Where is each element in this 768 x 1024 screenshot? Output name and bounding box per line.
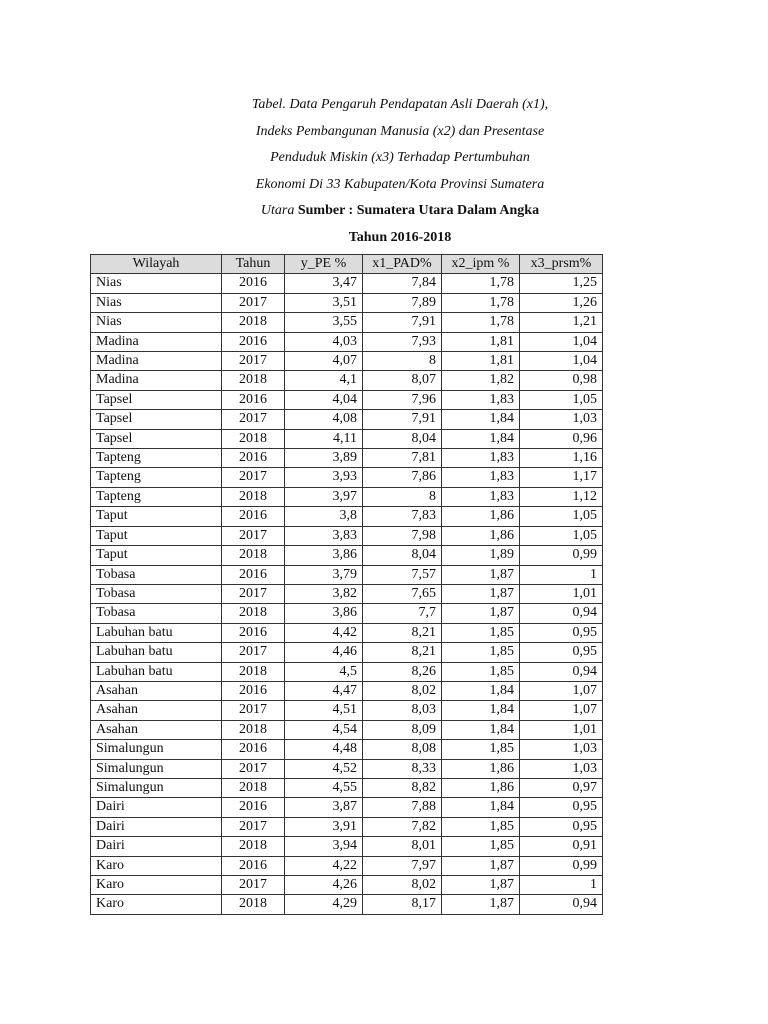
cell-y-pe: 3,55 xyxy=(285,313,363,332)
cell-tahun: 2017 xyxy=(222,701,285,720)
cell-tahun: 2016 xyxy=(222,274,285,293)
cell-wilayah: Taput xyxy=(91,507,222,526)
cell-x2-ipm: 1,85 xyxy=(442,837,520,856)
cell-x1-pad: 8,02 xyxy=(363,876,442,895)
cell-wilayah: Tobasa xyxy=(91,584,222,603)
table-row xyxy=(91,817,603,836)
cell-x3-prsm: 1,21 xyxy=(520,313,603,332)
cell-tahun: 2016 xyxy=(222,798,285,817)
cell-x3-prsm: 1 xyxy=(520,876,603,895)
cell-x3-prsm: 1,26 xyxy=(520,293,603,312)
table-row xyxy=(91,313,603,332)
cell-x2-ipm: 1,83 xyxy=(442,468,520,487)
column-header-x3-prsm: x3_prsm% xyxy=(520,255,603,274)
table-row xyxy=(91,740,603,759)
cell-x3-prsm: 0,94 xyxy=(520,604,603,623)
cell-y-pe: 4,29 xyxy=(285,895,363,914)
table-row xyxy=(91,701,603,720)
table-row xyxy=(91,623,603,642)
table-row xyxy=(91,410,603,429)
cell-x3-prsm: 1,04 xyxy=(520,332,603,351)
table-row xyxy=(91,293,603,312)
cell-x1-pad: 7,7 xyxy=(363,604,442,623)
cell-wilayah: Taput xyxy=(91,526,222,545)
cell-wilayah: Asahan xyxy=(91,720,222,739)
cell-x2-ipm: 1,83 xyxy=(442,487,520,506)
cell-x3-prsm: 0,94 xyxy=(520,895,603,914)
cell-y-pe: 4,11 xyxy=(285,429,363,448)
cell-wilayah: Tapsel xyxy=(91,429,222,448)
cell-y-pe: 4,47 xyxy=(285,681,363,700)
cell-x1-pad: 7,91 xyxy=(363,410,442,429)
cell-wilayah: Dairi xyxy=(91,798,222,817)
cell-x1-pad: 8,17 xyxy=(363,895,442,914)
cell-x2-ipm: 1,84 xyxy=(442,798,520,817)
cell-x3-prsm: 1,17 xyxy=(520,468,603,487)
cell-y-pe: 4,46 xyxy=(285,643,363,662)
cell-wilayah: Nias xyxy=(91,293,222,312)
cell-tahun: 2017 xyxy=(222,352,285,371)
cell-x2-ipm: 1,87 xyxy=(442,604,520,623)
caption-year-range: Tahun 2016-2018 xyxy=(348,229,452,245)
cell-x2-ipm: 1,78 xyxy=(442,313,520,332)
cell-x3-prsm: 1,05 xyxy=(520,507,603,526)
table-row xyxy=(91,662,603,681)
cell-tahun: 2017 xyxy=(222,759,285,778)
cell-x1-pad: 7,57 xyxy=(363,565,442,584)
cell-wilayah: Tapteng xyxy=(91,449,222,468)
cell-y-pe: 3,86 xyxy=(285,546,363,565)
cell-wilayah: Taput xyxy=(91,546,222,565)
cell-x2-ipm: 1,89 xyxy=(442,546,520,565)
cell-tahun: 2017 xyxy=(222,526,285,545)
cell-wilayah: Tapteng xyxy=(91,468,222,487)
cell-y-pe: 4,48 xyxy=(285,740,363,759)
cell-x3-prsm: 0,94 xyxy=(520,662,603,681)
cell-x2-ipm: 1,85 xyxy=(442,740,520,759)
cell-x2-ipm: 1,86 xyxy=(442,759,520,778)
cell-x3-prsm: 0,95 xyxy=(520,643,603,662)
cell-x3-prsm: 1,03 xyxy=(520,410,603,429)
cell-x2-ipm: 1,84 xyxy=(442,681,520,700)
cell-x1-pad: 8 xyxy=(363,487,442,506)
cell-y-pe: 4,54 xyxy=(285,720,363,739)
cell-tahun: 2017 xyxy=(222,293,285,312)
cell-y-pe: 4,03 xyxy=(285,332,363,351)
cell-x2-ipm: 1,86 xyxy=(442,778,520,797)
table-row xyxy=(91,487,603,506)
cell-x2-ipm: 1,87 xyxy=(442,856,520,875)
cell-tahun: 2017 xyxy=(222,468,285,487)
cell-x2-ipm: 1,85 xyxy=(442,623,520,642)
cell-wilayah: Asahan xyxy=(91,701,222,720)
cell-x3-prsm: 1,25 xyxy=(520,274,603,293)
cell-wilayah: Simalungun xyxy=(91,759,222,778)
cell-x1-pad: 7,98 xyxy=(363,526,442,545)
cell-x1-pad: 8,01 xyxy=(363,837,442,856)
column-header-wilayah: Wilayah xyxy=(91,255,222,274)
cell-x2-ipm: 1,84 xyxy=(442,720,520,739)
table-row xyxy=(91,429,603,448)
cell-tahun: 2018 xyxy=(222,778,285,797)
caption-line: Penduduk Miskin (x3) Terhadap Pertumbuhan xyxy=(270,150,530,165)
cell-wilayah: Tapsel xyxy=(91,410,222,429)
cell-tahun: 2016 xyxy=(222,856,285,875)
cell-x2-ipm: 1,81 xyxy=(442,332,520,351)
column-header-x2-ipm: x2_ipm % xyxy=(442,255,520,274)
cell-x1-pad: 8,21 xyxy=(363,623,442,642)
cell-x3-prsm: 1,05 xyxy=(520,390,603,409)
table-row xyxy=(91,526,603,545)
cell-x3-prsm: 0,97 xyxy=(520,778,603,797)
cell-tahun: 2017 xyxy=(222,817,285,836)
cell-wilayah: Labuhan batu xyxy=(91,623,222,642)
cell-y-pe: 4,07 xyxy=(285,352,363,371)
cell-tahun: 2016 xyxy=(222,740,285,759)
table-row xyxy=(91,449,603,468)
cell-x1-pad: 7,83 xyxy=(363,507,442,526)
cell-wilayah: Simalungun xyxy=(91,778,222,797)
table-caption xyxy=(150,92,650,251)
table-row xyxy=(91,778,603,797)
cell-x1-pad: 8,09 xyxy=(363,720,442,739)
cell-y-pe: 3,87 xyxy=(285,798,363,817)
cell-x2-ipm: 1,87 xyxy=(442,876,520,895)
caption-line: Indeks Pembangunan Manusia (x2) dan Presentase xyxy=(255,123,545,139)
cell-x1-pad: 8,21 xyxy=(363,643,442,662)
cell-y-pe: 3,97 xyxy=(285,487,363,506)
table-row xyxy=(91,546,603,565)
cell-tahun: 2018 xyxy=(222,720,285,739)
cell-x3-prsm: 1,16 xyxy=(520,449,603,468)
cell-x1-pad: 8,33 xyxy=(363,759,442,778)
cell-y-pe: 4,55 xyxy=(285,778,363,797)
cell-x3-prsm: 1,12 xyxy=(520,487,603,506)
cell-y-pe: 4,04 xyxy=(285,390,363,409)
caption-line: Tabel. Data Pengaruh Pendapatan Asli Daerah (x1), xyxy=(251,97,549,112)
cell-x2-ipm: 1,78 xyxy=(442,274,520,293)
cell-tahun: 2016 xyxy=(222,449,285,468)
cell-x1-pad: 8 xyxy=(363,352,442,371)
cell-tahun: 2016 xyxy=(222,390,285,409)
cell-wilayah: Tobasa xyxy=(91,604,222,623)
cell-x2-ipm: 1,81 xyxy=(442,352,520,371)
cell-tahun: 2016 xyxy=(222,681,285,700)
cell-x3-prsm: 1,07 xyxy=(520,681,603,700)
cell-tahun: 2017 xyxy=(222,584,285,603)
cell-wilayah: Madina xyxy=(91,332,222,351)
cell-x1-pad: 7,91 xyxy=(363,313,442,332)
cell-x3-prsm: 1,04 xyxy=(520,352,603,371)
cell-tahun: 2017 xyxy=(222,410,285,429)
cell-x1-pad: 7,93 xyxy=(363,332,442,351)
cell-tahun: 2018 xyxy=(222,546,285,565)
cell-tahun: 2018 xyxy=(222,371,285,390)
cell-tahun: 2018 xyxy=(222,429,285,448)
cell-x2-ipm: 1,87 xyxy=(442,565,520,584)
cell-x3-prsm: 1,05 xyxy=(520,526,603,545)
column-header-x1-pad: x1_PAD% xyxy=(363,255,442,274)
cell-y-pe: 3,93 xyxy=(285,468,363,487)
cell-x1-pad: 8,82 xyxy=(363,778,442,797)
table-row xyxy=(91,681,603,700)
cell-y-pe: 3,79 xyxy=(285,565,363,584)
cell-x1-pad: 7,82 xyxy=(363,817,442,836)
cell-x3-prsm: 0,99 xyxy=(520,856,603,875)
cell-x1-pad: 7,84 xyxy=(363,274,442,293)
caption-source-text: Sumber : Sumatera Utara Dalam Angka xyxy=(297,203,540,218)
cell-y-pe: 3,91 xyxy=(285,817,363,836)
cell-x2-ipm: 1,83 xyxy=(442,449,520,468)
cell-x2-ipm: 1,84 xyxy=(442,701,520,720)
cell-y-pe: 4,26 xyxy=(285,876,363,895)
table-row xyxy=(91,643,603,662)
cell-x2-ipm: 1,85 xyxy=(442,643,520,662)
table-row xyxy=(91,798,603,817)
cell-wilayah: Labuhan batu xyxy=(91,643,222,662)
cell-x1-pad: 7,65 xyxy=(363,584,442,603)
cell-wilayah: Nias xyxy=(91,313,222,332)
cell-x3-prsm: 1,01 xyxy=(520,720,603,739)
cell-x1-pad: 8,08 xyxy=(363,740,442,759)
cell-x2-ipm: 1,82 xyxy=(442,371,520,390)
cell-wilayah: Madina xyxy=(91,352,222,371)
cell-x2-ipm: 1,85 xyxy=(442,817,520,836)
cell-x3-prsm: 1,03 xyxy=(520,759,603,778)
cell-y-pe: 4,52 xyxy=(285,759,363,778)
table-row xyxy=(91,604,603,623)
cell-y-pe: 4,22 xyxy=(285,856,363,875)
cell-y-pe: 4,1 xyxy=(285,371,363,390)
table-body xyxy=(91,274,603,914)
cell-y-pe: 3,82 xyxy=(285,584,363,603)
cell-wilayah: Karo xyxy=(91,895,222,914)
cell-tahun: 2018 xyxy=(222,895,285,914)
cell-x3-prsm: 0,95 xyxy=(520,817,603,836)
table-row xyxy=(91,856,603,875)
cell-x2-ipm: 1,85 xyxy=(442,662,520,681)
cell-x2-ipm: 1,86 xyxy=(442,526,520,545)
table-row xyxy=(91,720,603,739)
table-row xyxy=(91,895,603,914)
cell-wilayah: Tobasa xyxy=(91,565,222,584)
cell-x1-pad: 8,02 xyxy=(363,681,442,700)
cell-tahun: 2018 xyxy=(222,837,285,856)
cell-x3-prsm: 1,07 xyxy=(520,701,603,720)
cell-tahun: 2017 xyxy=(222,876,285,895)
cell-x2-ipm: 1,87 xyxy=(442,584,520,603)
cell-x1-pad: 8,04 xyxy=(363,429,442,448)
cell-y-pe: 4,08 xyxy=(285,410,363,429)
table-row xyxy=(91,274,603,293)
cell-y-pe: 4,42 xyxy=(285,623,363,642)
cell-wilayah: Karo xyxy=(91,856,222,875)
cell-tahun: 2018 xyxy=(222,313,285,332)
cell-wilayah: Karo xyxy=(91,876,222,895)
cell-x1-pad: 7,96 xyxy=(363,390,442,409)
cell-tahun: 2018 xyxy=(222,604,285,623)
cell-tahun: 2018 xyxy=(222,487,285,506)
cell-x1-pad: 7,86 xyxy=(363,468,442,487)
cell-x2-ipm: 1,87 xyxy=(442,895,520,914)
cell-tahun: 2016 xyxy=(222,565,285,584)
cell-tahun: 2016 xyxy=(222,332,285,351)
cell-x1-pad: 7,88 xyxy=(363,798,442,817)
cell-y-pe: 3,89 xyxy=(285,449,363,468)
cell-x1-pad: 7,89 xyxy=(363,293,442,312)
cell-wilayah: Tapteng xyxy=(91,487,222,506)
cell-x1-pad: 8,03 xyxy=(363,701,442,720)
column-header-tahun: Tahun xyxy=(222,255,285,274)
table-row xyxy=(91,837,603,856)
cell-wilayah: Dairi xyxy=(91,817,222,836)
cell-x3-prsm: 1,01 xyxy=(520,584,603,603)
cell-y-pe: 3,86 xyxy=(285,604,363,623)
cell-tahun: 2016 xyxy=(222,623,285,642)
column-header-y-pe: y_PE % xyxy=(285,255,363,274)
cell-x1-pad: 8,04 xyxy=(363,546,442,565)
table-header-row xyxy=(91,255,603,274)
cell-wilayah: Asahan xyxy=(91,681,222,700)
caption-line: Ekonomi Di 33 Kabupaten/Kota Provinsi Sumatera xyxy=(255,176,545,192)
cell-x2-ipm: 1,84 xyxy=(442,429,520,448)
cell-x3-prsm: 1 xyxy=(520,565,603,584)
cell-y-pe: 3,8 xyxy=(285,507,363,526)
data-table xyxy=(90,254,603,915)
cell-x2-ipm: 1,84 xyxy=(442,410,520,429)
cell-tahun: 2018 xyxy=(222,662,285,681)
table-row xyxy=(91,565,603,584)
table-row xyxy=(91,759,603,778)
table-row xyxy=(91,390,603,409)
cell-y-pe: 3,47 xyxy=(285,274,363,293)
cell-y-pe: 3,94 xyxy=(285,837,363,856)
caption-line-source xyxy=(150,198,650,225)
table-row xyxy=(91,584,603,603)
cell-x1-pad: 7,97 xyxy=(363,856,442,875)
cell-x3-prsm: 0,98 xyxy=(520,371,603,390)
cell-y-pe: 4,51 xyxy=(285,701,363,720)
cell-x3-prsm: 1,03 xyxy=(520,740,603,759)
cell-x1-pad: 8,07 xyxy=(363,371,442,390)
cell-wilayah: Tapsel xyxy=(91,390,222,409)
cell-wilayah: Labuhan batu xyxy=(91,662,222,681)
cell-x3-prsm: 0,91 xyxy=(520,837,603,856)
cell-wilayah: Simalungun xyxy=(91,740,222,759)
cell-x2-ipm: 1,78 xyxy=(442,293,520,312)
table-row xyxy=(91,371,603,390)
cell-x3-prsm: 0,95 xyxy=(520,623,603,642)
cell-tahun: 2017 xyxy=(222,643,285,662)
cell-tahun: 2016 xyxy=(222,507,285,526)
cell-y-pe: 4,5 xyxy=(285,662,363,681)
cell-y-pe: 3,83 xyxy=(285,526,363,545)
cell-x1-pad: 8,26 xyxy=(363,662,442,681)
cell-x2-ipm: 1,86 xyxy=(442,507,520,526)
cell-x2-ipm: 1,83 xyxy=(442,390,520,409)
cell-x1-pad: 7,81 xyxy=(363,449,442,468)
cell-x3-prsm: 0,95 xyxy=(520,798,603,817)
cell-x3-prsm: 0,96 xyxy=(520,429,603,448)
cell-y-pe: 3,51 xyxy=(285,293,363,312)
caption-region-text: Utara xyxy=(260,203,298,218)
table-row xyxy=(91,468,603,487)
table-row xyxy=(91,876,603,895)
table-row xyxy=(91,332,603,351)
table-row xyxy=(91,507,603,526)
cell-wilayah: Dairi xyxy=(91,837,222,856)
cell-x3-prsm: 0,99 xyxy=(520,546,603,565)
cell-wilayah: Madina xyxy=(91,371,222,390)
cell-wilayah: Nias xyxy=(91,274,222,293)
table-row xyxy=(91,352,603,371)
